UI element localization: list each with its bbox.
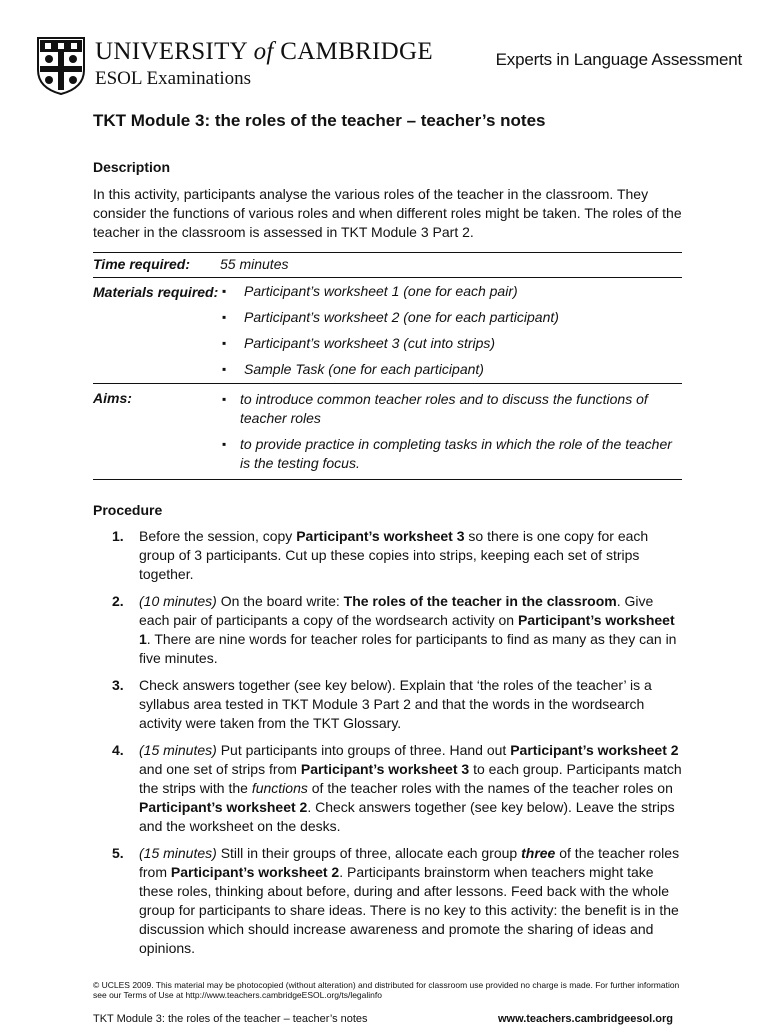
page-title: TKT Module 3: the roles of the teacher – teacher’s notes xyxy=(93,111,546,130)
list-item: 1. Before the session, copy Participant’s worksheet 3 so there is one copy for each group of 3 participants. Cut up these copies into strips, keeping each set of strips together. xyxy=(112,528,649,582)
info-table xyxy=(93,252,682,480)
cambridge-logo xyxy=(36,36,433,98)
materials-label: Materials required: xyxy=(93,284,219,300)
list-item: 3. Check answers together (see key below). Explain that ‘the roles of the teacher’ is a syllabus area tested in TKT Module 3 Part 2 and that the words in the wordsearch activity were taken from the TKT Glossary. xyxy=(112,677,652,731)
list-item: 4. (15 minutes) Put participants into groups of three. Hand out Participant’s worksheet 2 and one set of strips from Participant’s worksheet 3 to each group. Participants match the strips with the functions of the teacher roles with the names of the teacher roles on Participant’s worksheet 2. Check answers together (see key below). Leave the strips and the worksheet on the desks. xyxy=(112,742,682,834)
list-item: ▪ to introduce common teacher roles and to discuss the functions of teacher roles xyxy=(220,390,682,428)
description-text: In this activity, participants analyse the various roles of the teacher in the classroom. They consider the functions of various roles and when different roles might be taken. The roles of the teacher in the classroom is assessed in TKT Module 3 Part 2. xyxy=(93,186,682,240)
university-crest-icon xyxy=(36,36,86,96)
aims-row xyxy=(93,384,682,480)
procedure-heading: Procedure xyxy=(93,502,163,518)
footer-website-link[interactable]: www.teachers.cambridgeesol.org xyxy=(497,1013,673,1025)
list-item: ▪ to provide practice in completing tasks in which the role of the teacher is the testing focus. xyxy=(220,435,682,473)
materials-list xyxy=(220,282,682,379)
description-heading: Description xyxy=(93,159,171,175)
footer-doc-title: TKT Module 3: the roles of the teacher – teacher’s notes xyxy=(93,1013,368,1025)
list-item: 2. (10 minutes) On the board write: The roles of the teacher in the classroom. Give each pair of participants a copy of the wordsearch activity on Participant’s worksheet 1. There are nine words for teacher roles for participants to find as many as they can in five minutes. xyxy=(112,593,677,666)
list-item: ▪ Participant’s worksheet 2 (one for each participant) xyxy=(220,308,682,327)
aims-list xyxy=(220,390,682,473)
university-name: UNIVERSITY of CAMBRIDGE xyxy=(95,38,433,65)
list-item: ▪ Sample Task (one for each participant) xyxy=(220,360,682,379)
list-item: 5. (15 minutes) Still in their groups of three, allocate each group three of the teacher roles from Participant’s worksheet 2. Participants brainstorm when teachers might take these roles, thinking about before, during and after lessons. Feed back with the whole group for participants to share ideas. There is no key to this activity: the benefit is in the discussion which should increase awareness and promote the sharing of ideas and opinions. xyxy=(112,845,680,956)
materials-row xyxy=(93,278,682,384)
time-label: Time required: xyxy=(93,256,190,272)
time-value: 55 minutes xyxy=(220,256,289,272)
tagline: Experts in Language Assessment xyxy=(495,50,742,69)
list-item: ▪ Participant’s worksheet 1 (one for each pair) xyxy=(220,282,682,301)
esol-subtitle: ESOL Examinations xyxy=(95,68,252,89)
copyright-notice: © UCLES 2009. This material may be photocopied (without alteration) and distributed for classroom use provided no charge is made. For further information see our Terms of Use at http://www.teachers.cambridgeESOL.org/ts/legalinfo xyxy=(93,980,680,1000)
aims-label: Aims: xyxy=(93,390,132,406)
list-item: ▪ Participant’s worksheet 3 (cut into strips) xyxy=(220,334,682,353)
procedure-list xyxy=(112,527,682,966)
time-row xyxy=(93,253,682,278)
